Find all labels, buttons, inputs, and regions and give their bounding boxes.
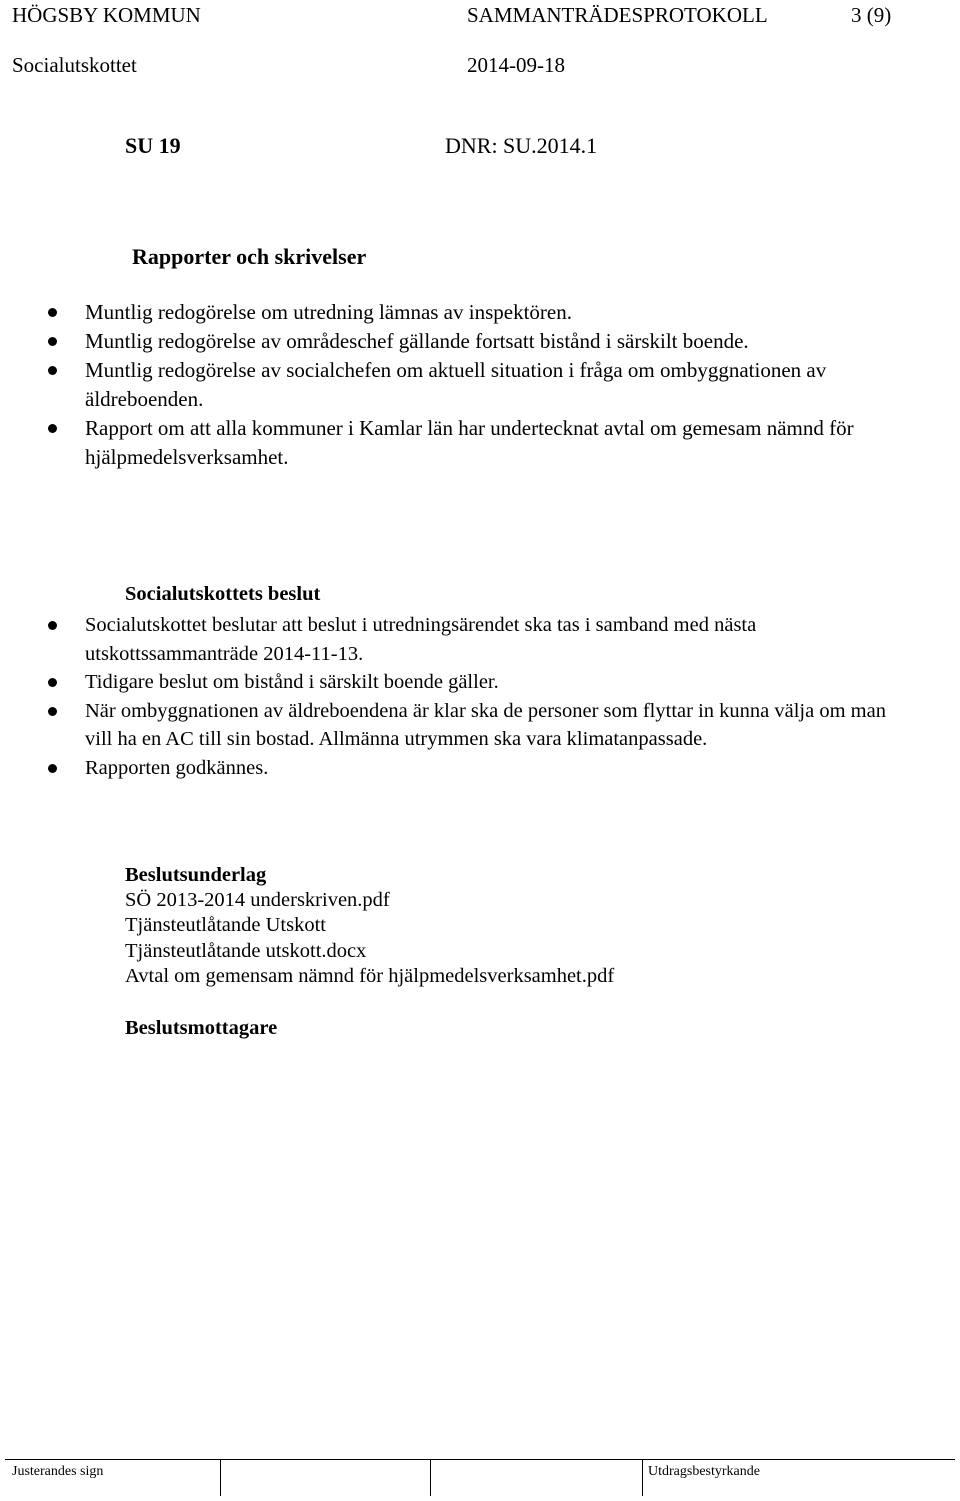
footer-divider bbox=[642, 1460, 643, 1496]
list-item: Rapport om att alla kommuner i Kamlar län har undertecknat avtal om gemesam nämnd för hjälpmedelsverksamhet. bbox=[0, 414, 960, 472]
extract-certification-label: Utdragsbestyrkande bbox=[648, 1464, 760, 1479]
municipality-name: HÖGSBY KOMMUN bbox=[12, 3, 201, 27]
bullet-icon bbox=[48, 337, 57, 346]
bullet-icon bbox=[48, 764, 57, 773]
bullet-icon bbox=[48, 707, 57, 716]
list-item: Muntlig redogörelse av socialchefen om aktuell situation i fråga om ombyggnationen av äldreboenden. bbox=[0, 356, 960, 414]
section-title-basis: Beslutsunderlag bbox=[125, 864, 267, 886]
section-title-decision: Socialutskottets beslut bbox=[125, 583, 321, 605]
section-title-recipients: Beslutsmottagare bbox=[125, 1017, 278, 1039]
basis-document: SÖ 2013-2014 underskriven.pdf bbox=[125, 889, 390, 911]
justification-sign-label: Justerandes sign bbox=[12, 1464, 104, 1479]
bullet-icon bbox=[48, 424, 57, 433]
bullet-icon bbox=[48, 621, 57, 630]
list-item: Tidigare beslut om bistånd i särskilt boende gäller. bbox=[0, 668, 960, 697]
basis-document: Tjänsteutlåtande Utskott bbox=[125, 914, 326, 936]
decision-list bbox=[0, 611, 960, 782]
list-item: Muntlig redogörelse om utredning lämnas av inspektören. bbox=[0, 298, 960, 327]
list-item: När ombyggnationen av äldreboendena är klar ska de personer som flyttar in kunna välja om man vill ha en AC till sin bostad. Allmänna utrymmen ska vara klimatanpassade. bbox=[0, 697, 960, 754]
basis-document: Tjänsteutlåtande utskott.docx bbox=[125, 940, 367, 962]
footer-divider bbox=[430, 1460, 431, 1496]
section-title-reports: Rapporter och skrivelser bbox=[132, 244, 367, 269]
meeting-date: 2014-09-18 bbox=[467, 53, 565, 77]
page-number: 3 (9) bbox=[851, 3, 892, 27]
bullet-icon bbox=[48, 678, 57, 687]
reports-list bbox=[0, 298, 960, 472]
committee-name: Socialutskottet bbox=[12, 53, 137, 77]
list-item: Rapporten godkännes. bbox=[0, 754, 960, 783]
footer-divider bbox=[220, 1460, 221, 1496]
list-item: Socialutskottet beslutar att beslut i utredningsärendet ska tas i samband med nästa utskottssammanträde 2014-11-13. bbox=[0, 611, 960, 668]
registry-number: DNR: SU.2014.1 bbox=[445, 133, 598, 158]
document-type: SAMMANTRÄDESPROTOKOLL bbox=[467, 3, 768, 27]
list-item: Muntlig redogörelse av områdeschef gällande fortsatt bistånd i särskilt boende. bbox=[0, 327, 960, 356]
signature-footer bbox=[5, 1459, 955, 1496]
bullet-icon bbox=[48, 366, 57, 375]
bullet-icon bbox=[48, 308, 57, 317]
basis-document: Avtal om gemensam nämnd för hjälpmedelsverksamhet.pdf bbox=[125, 965, 615, 987]
case-number: SU 19 bbox=[125, 133, 181, 158]
